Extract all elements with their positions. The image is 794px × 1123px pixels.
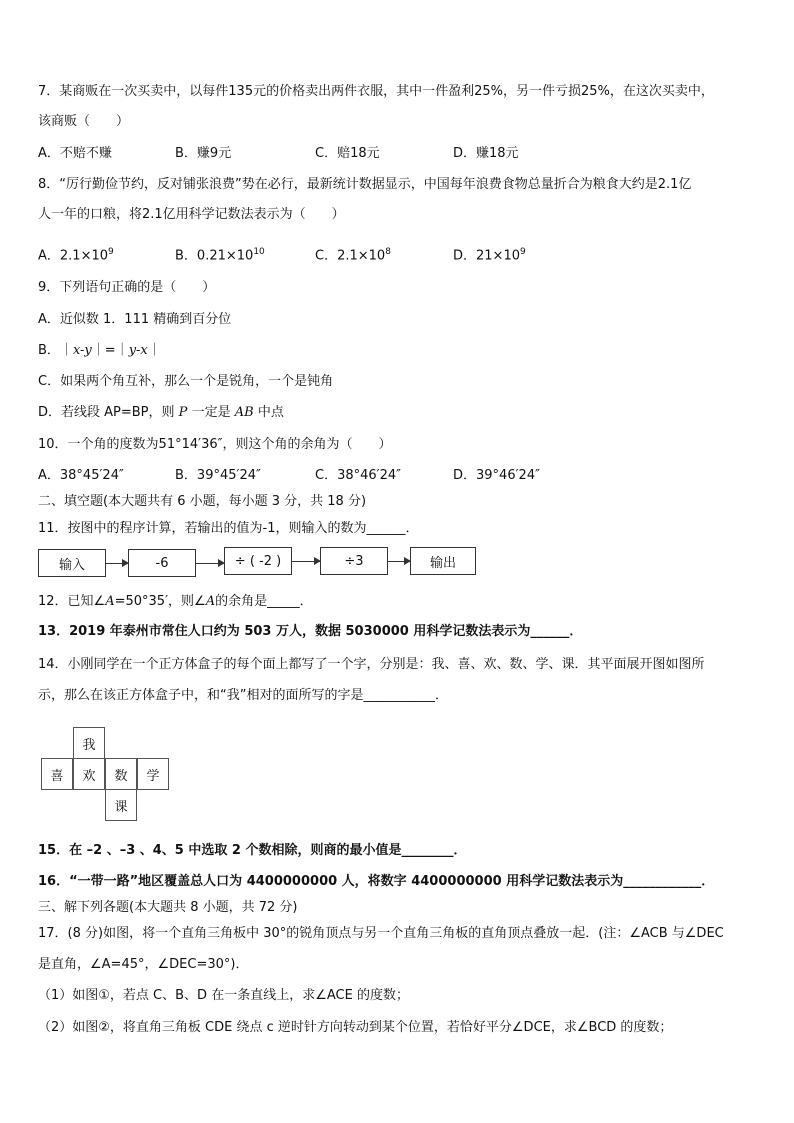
flow-arrow-2 <box>196 563 224 564</box>
flow-arrow-1 <box>106 563 128 564</box>
q17-stem-line1: 17．(8 分)如图，将一个直角三角板中 30°的锐角顶点与另一个直角三角板的直角顶点叠放一起．(注：∠ACB 与∠DEC <box>38 926 724 941</box>
net-face-top: 我 <box>73 727 105 759</box>
q7-stem-line1: 7．某商贩在一次买卖中，以每件135元的价格卖出两件衣服，其中一件盈利25%，另一件亏损25%，在这次买卖中， <box>38 84 714 99</box>
q7-option-a: A．不赔不赚 <box>38 146 112 161</box>
net-face-4: 学 <box>137 758 169 790</box>
flow-step-minus6: -6 <box>128 549 196 577</box>
flow-arrow-3 <box>292 561 320 562</box>
net-face-bottom: 课 <box>105 789 137 821</box>
q8-stem-line1: 8．“厉行勤俭节约，反对铺张浪费”势在必行，最新统计数据显示，中国每年浪费食物总量折合为粮食大约是2.1亿 <box>38 177 692 192</box>
q15-stem: 15．在 –2 、–3 、4、5 中选取 2 个数相除，则商的最小值是________． <box>38 843 467 858</box>
net-face-1: 喜 <box>41 758 73 790</box>
q8-option-c: C．$2.1\times 10^8$ <box>315 247 391 264</box>
flow-input-box: 输入 <box>38 549 106 577</box>
q10-option-b: B．39°45′24″ <box>175 468 261 483</box>
q16-stem: 16．“一带一路”地区覆盖总人口为 4400000000 人，将数字 4400000000 用科学记数法表示为____________． <box>38 874 715 889</box>
q10-option-c: C．38°46′24″ <box>315 468 402 483</box>
q17-part-2: （2）如图②，将直角三角板 CDE 绕点 c 逆时针方向转动到某个位置，若恰好平分∠DCE，求∠BCD 的度数； <box>38 1020 673 1035</box>
q9-option-a: A．近似数 1．111 精确到百分位 <box>38 312 232 327</box>
q17-stem-line2: 是直角，∠A=45°，∠DEC=30°)． <box>38 957 249 972</box>
section-3-heading: 三、解下列各题(本大题共 8 小题，共 72 分) <box>38 900 298 915</box>
q8-option-b: B．$0.21\times 10^{10}$ <box>175 247 265 264</box>
q11-stem: 11．按图中的程序计算，若输出的值为-1，则输入的数为______． <box>38 521 419 536</box>
net-face-2: 欢 <box>73 758 105 790</box>
q10-option-d: D．39°46′24″ <box>453 468 540 483</box>
q9-option-b: B．｜x-y｜=｜y-x｜ <box>38 343 161 358</box>
q13-stem: 13．2019 年泰州市常住人口约为 503 万人，数据 5030000 用科学记数法表示为______． <box>38 624 583 639</box>
flow-step-divide-3: ÷3 <box>320 547 388 575</box>
net-face-3: 数 <box>105 758 137 790</box>
q9-stem: 9．下列语句正确的是（ ） <box>38 280 216 295</box>
q7-option-d: D．赚18元 <box>453 146 519 161</box>
q7-option-c: C．赔18元 <box>315 146 380 161</box>
flow-arrow-4 <box>388 561 410 562</box>
q9-option-c: C．如果两个角互补，那么一个是锐角，一个是钝角 <box>38 374 334 389</box>
q8-option-a: A．$2.1\times 10^9$ <box>38 247 114 264</box>
q9-option-d: D．若线段 AP=BP，则 P 一定是 AB 中点 <box>38 405 284 420</box>
q14-stem-line2: 示，那么在该正方体盒子中，和“我”相对的面所写的字是___________． <box>38 688 448 703</box>
q17-part-1: （1）如图①，若点 C、B、D 在一条直线上，求∠ACE 的度数； <box>38 988 409 1003</box>
q10-stem: 10．一个角的度数为51°14′36″，则这个角的余角为（ ） <box>38 437 392 452</box>
q8-option-d: D．$21\times 10^9$ <box>453 247 526 264</box>
flow-step-divide-neg2: ÷ ( -2 ) <box>224 547 292 575</box>
q8-stem-line2: 人一年的口粮，将2.1亿用科学记数法表示为（ ） <box>38 207 345 222</box>
q10-option-a: A．38°45′24″ <box>38 468 124 483</box>
q12-stem: 12．已知∠A=50°35′，则∠A的余角是_____． <box>38 594 313 609</box>
q7-stem-line2: 该商贩（ ） <box>38 114 130 129</box>
section-2-heading: 二、填空题(本大题共有 6 小题，每小题 3 分，共 18 分) <box>38 494 367 509</box>
q7-option-b: B．赚9元 <box>175 146 232 161</box>
flow-output-box: 输出 <box>410 547 476 575</box>
q14-stem-line1: 14．小刚同学在一个正方体盒子的每个面上都写了一个字，分别是：我、喜、欢、数、学、课．其平面展开图如图所 <box>38 657 705 672</box>
